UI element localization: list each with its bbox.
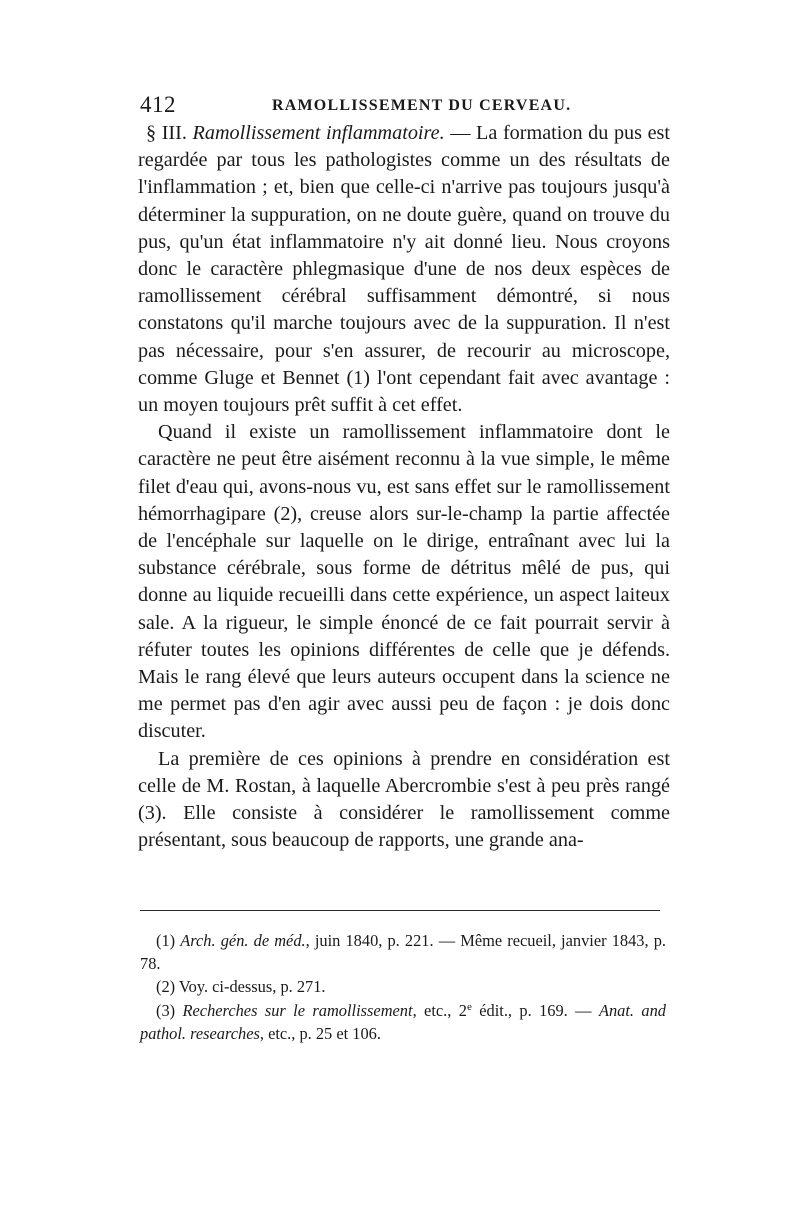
footnote-text: , etc., p. 25 et 106. xyxy=(259,1023,381,1043)
paragraph-text: — La formation du pus est regardée par tous les pathologistes comme un des résultats de l'inflammation ; et, bien que celle-ci n'arrive pas toujours jusqu'à déterminer la suppuration, on ne doute guère, quand on trouve du pus, qu'un état inflammatoire n'y ait donné lieu. Nous croyons donc le caractère phlegmasique d'une de nos deux espèces de ramollissement cérébral suffisamment démontré, si nous constatons qu'il marche toujours avec de la suppuration. Il n'est pas nécessaire, pour s'en assurer, de recourir au microscope, comme Gluge et Bennet (1) l'ont cependant fait avec avantage : un moyen toujours prêt suffit à cet effet. xyxy=(138,122,671,417)
running-head xyxy=(136,92,672,122)
paragraph: Quand il existe un ramollissement inflammatoire dont le caractère ne peut être aisément reconnu à la vue simple, le même filet d'eau qui, avons-nous vu, est sans effet sur le ramollissement hémorrhagipare (2), creuse alors sur-le-champ la partie affectée de l'encéphale sur laquelle on le dirige, entraînant avec lui la substance cérébrale, sous forme de détritus mêlé de pus, qui donne au liquide recueilli dans cette expérience, un aspect laiteux sale. A la rigueur, le simple énoncé de ce fait pourrait servir à réfuter toutes les opinions différentes de celle que je défends. Mais le rang élevé que leurs auteurs occupent dans la science ne me permet pas d'en agir avec aussi peu de façon : je dois donc discuter. xyxy=(138,421,670,743)
body-text xyxy=(138,120,670,854)
footnote-text: édit., p. 169. — xyxy=(471,1000,599,1020)
footnote-text: , juin 1840, p. 221. — Même recueil, janvier 1843, p. 78. xyxy=(140,931,666,974)
footnote-citation: Recherches sur le ramollissement xyxy=(182,1000,413,1020)
footnote-mark: (3) xyxy=(156,1000,183,1020)
paragraph: La première de ces opinions à prendre en considération est celle de M. Rostan, à laquelle Abercrombie s'est à peu près rangé (3). Elle consiste à considérer le ramollissement comme présentant, sous beaucoup de rapports, une grande ana- xyxy=(138,747,670,852)
section-title: Ramollissement inflammatoire. xyxy=(192,122,445,144)
footnote-citation: Arch. gén. de méd. xyxy=(180,931,306,950)
footnote xyxy=(140,929,666,975)
footnote-text: , etc., 2 xyxy=(412,1000,467,1020)
footnote-rule xyxy=(140,910,660,911)
footnote-mark: (1) xyxy=(156,931,181,950)
footnote xyxy=(140,999,666,1045)
footnote: (2) Voy. ci-dessus, p. 271. xyxy=(156,977,326,997)
paragraph xyxy=(138,120,670,419)
footnotes xyxy=(140,929,666,1045)
page-number: 412 xyxy=(140,92,176,117)
footnote-citation: Anat. and pathol. researches xyxy=(140,1000,666,1043)
running-title: RAMOLLISSEMENT DU CERVEAU. xyxy=(272,97,572,114)
footnote-superscript: e xyxy=(466,1000,472,1013)
section-number: § III. xyxy=(146,122,187,144)
